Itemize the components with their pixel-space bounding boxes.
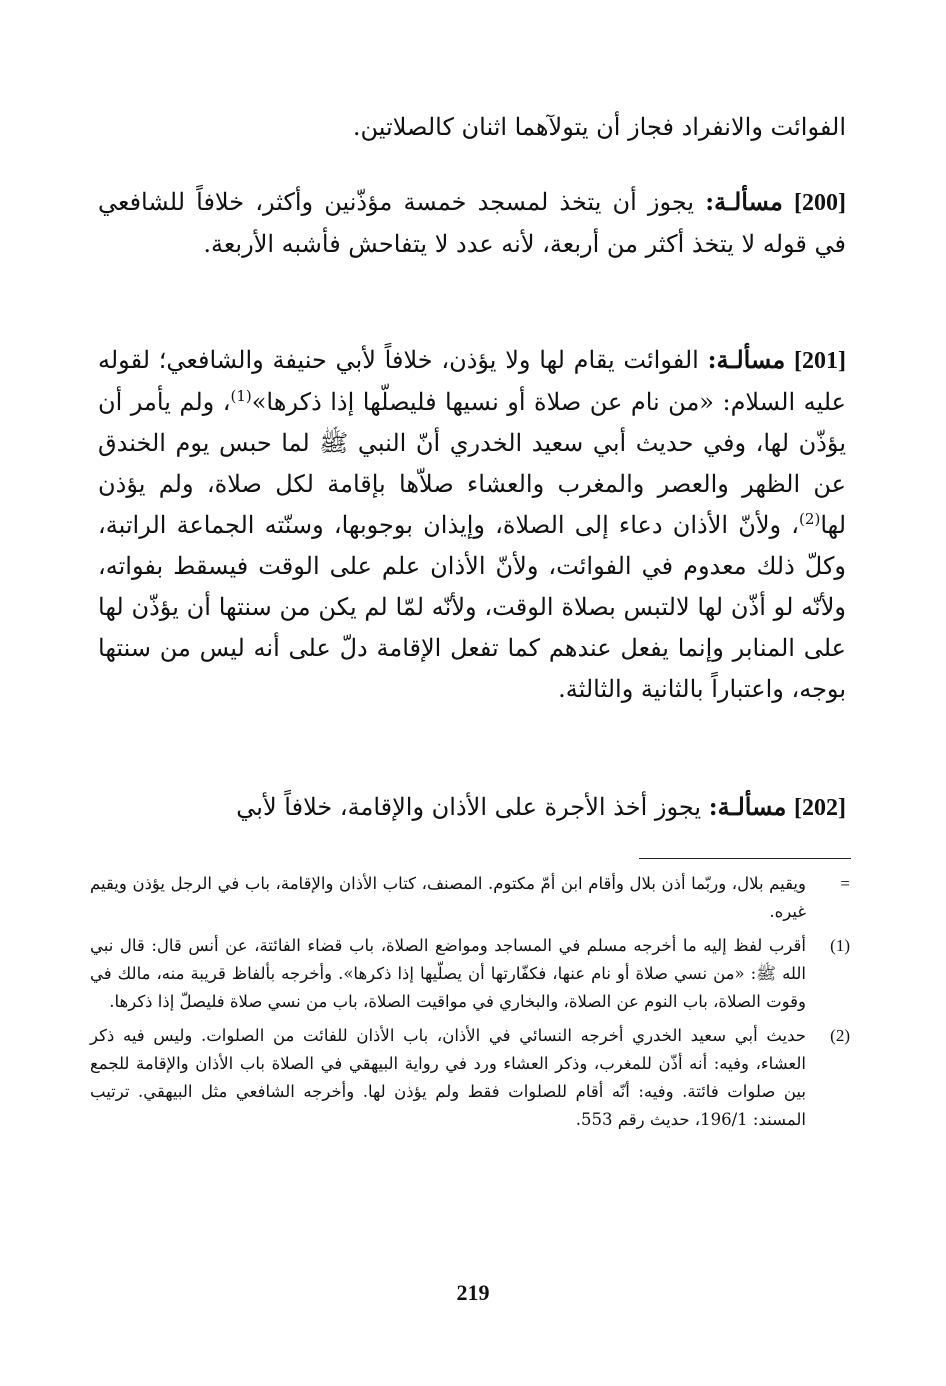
issue-202-paragraph [98,786,846,829]
footnote-2 [90,1022,850,1134]
issue-label: مسألـة: [708,792,787,821]
footnote-ref[interactable]: (1) [230,387,252,405]
footnote-1 [90,932,850,1016]
page-number: 219 [456,1280,490,1305]
issue-200-paragraph [98,181,846,265]
issue-text: ، ولأنّ الأذان دعاء إلى الصلاة، وإيذان بوجوبها، وسنّته الجماعة الراتبة، وكلّ ذلك معدوم في الفوائت، ولأنّ الأذان علم على الوقت فيسقط بفواته، ولأنّه لو أذّن لها لالتبس بصلاة الوقت، ولأنّه لمّا لم يكن من سنتها أن يؤذّن لها على المنابر وإنما يفعل عندهم كما تفعل الإقامة دلّ على أنه ليس من سنتها بوجه، واعتباراً بالثانية والثالثة. [98,511,846,703]
footnote-mark: (2) [830,1026,850,1045]
paragraph-continuation [98,107,846,148]
issue-text: يجوز أن يتخذ لمسجد خمسة مؤذّنين وأكثر، خلافاً للشافعي في قوله لا يتخذ أكثر من أربعة، لأنه عدد لا يتفاحش فأشبه الأربعة. [98,188,846,258]
footnote-text: حديث أبي سعيد الخدري أخرجه النسائي في الأذان، باب الأذان للفائت من الصلوات. وليس فيه ذكر العشاء، وفيه: أنه أذّن للمغرب، وذكر العشاء ورد في رواية البيهقي في الصلاة باب الأذان والإقامة للجمع بين صلوات فائتة. وفيه: أنّه أقام للصلوات فقط ولم يؤذن لها. وأخرجه الشافعي مثل البيهقي. ترتيب المسند: 196/1، حديث رقم 553. [90,1026,806,1129]
footnote-text: أقرب لفظ إليه ما أخرجه مسلم في المساجد ومواضع الصلاة، باب قضاء الفائتة، عن أنس قال: قال نبي الله ﷺ: «من نسي صلاة أو نام عنها، فكفّارتها أن يصلّيها إذا ذكرها». وأخرجه بألفاظ قريبة منه، مالك في وقوت الصلاة، باب النوم عن الصلاة، والبخاري في مواقيت الصلاة، باب من نسي صلاة فليصلّ إذا ذكرها. [90,936,806,1011]
issue-label: مسألـة: [707,345,786,374]
footnote-ref[interactable]: (2) [799,510,821,528]
issue-label: مسألـة: [705,187,783,216]
footnote-mark: = [840,874,850,893]
issue-number: [202] [794,795,846,821]
footnotes [90,870,850,1140]
footnote-mark: (1) [830,936,850,955]
footnote-continued [90,870,850,926]
issue-201-paragraph [98,339,846,710]
footnote-divider [639,858,851,859]
issue-text: يجوز أخذ الأجرة على الأذان والإقامة، خلافاً لأبي [236,793,709,821]
issue-number: [201] [794,348,846,374]
issue-text: ، ولم يأمر أن يؤذّن لها، وفي حديث أبي سعيد الخدري أنّ النبي ﷺ لما حبس يوم الخندق عن الظهر والعصر والمغرب والعشاء صلاّها بإقامة لكل صلاة، ولم يؤذن لها [98,388,846,539]
paragraph-text: الفوائت والانفراد فجاز أن يتولآهما اثنان كالصلاتين. [352,113,846,141]
footnote-text: ويقيم بلال، وربّما أذن بلال وأقام ابن أمّ مكتوم. المصنف، كتاب الأذان والإقامة، باب في الرجل يؤذن ويقيم غيره. [90,874,806,921]
issue-text: الفوائت يقام لها ولا يؤذن، خلافاً لأبي حنيفة والشافعي؛ لقوله عليه السلام: «من نام عن صلاة أو نسيها فليصلّها إذا ذكرها» [98,346,847,416]
issue-number: [200] [794,190,846,216]
